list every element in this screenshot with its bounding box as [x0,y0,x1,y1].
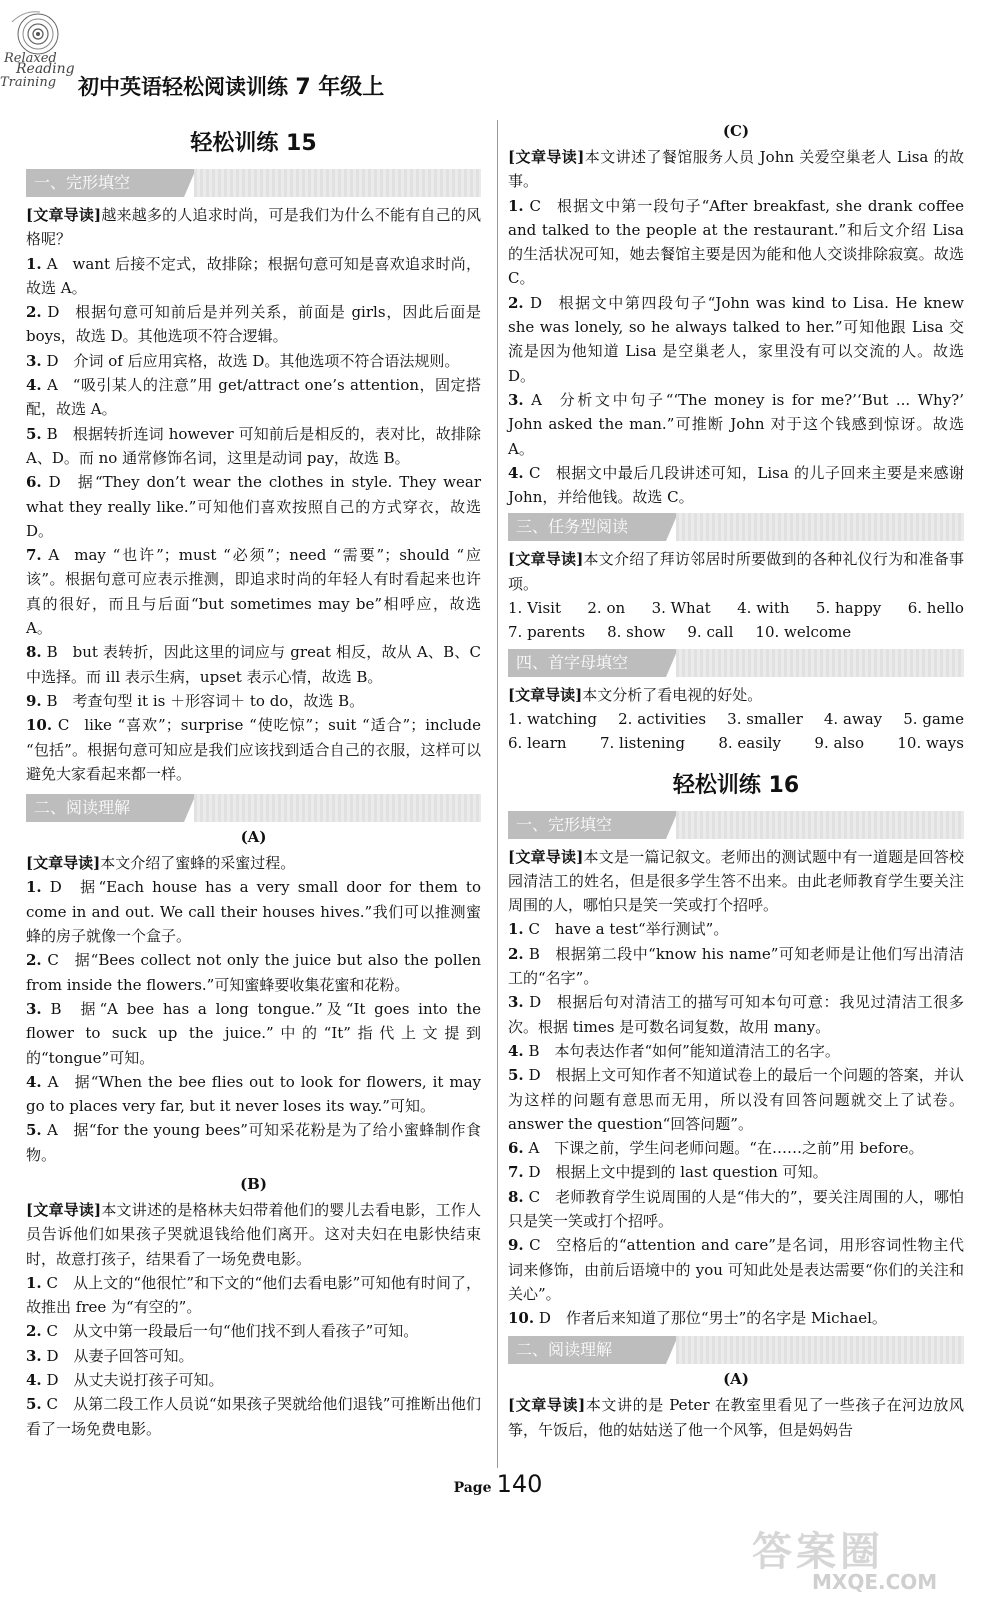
answer-item [26,373,481,422]
item-explanation: 作者后来知道了那位“男士”的名字是 Michael。 [565,1309,887,1328]
intro-text: 本文介绍了拜访邻居时所要做到的各种礼仪行为和准备事项。 [508,550,964,593]
watermark [752,1520,972,1594]
item-answer: B [46,643,58,662]
intro-text: 本文讲述了餐馆服务人员 John 关爱空巢老人 Lisa 的故事。 [508,148,965,191]
intro-tag: [文章导读] [26,1200,102,1219]
intro-tag: [文章导读] [26,854,101,873]
article-intro [26,1198,481,1271]
item-number: 1. [26,254,42,273]
item-explanation: 根据文中最后几段讲述可知，Lisa 的儿子回来主要是来感谢 John，并给他钱。故选 C。 [508,463,964,507]
item-answer: D [530,293,543,312]
right-column [508,118,964,1442]
cloze-answer-list [26,252,481,787]
answer-cell: 3. smaller [727,709,803,728]
section-bar-cloze [26,169,481,197]
item-explanation: 从文中第一段最后一句“他们找不到人看孩子”可知。 [72,1322,419,1341]
item-number: 5. [508,1066,524,1085]
reading-a-answer-list [26,875,481,1167]
book-title [78,70,384,101]
answer-cell: 2. activities [618,709,707,728]
answer-cell: 9. call [687,623,734,642]
page-label: Page [453,1480,492,1496]
item-number: 9. [26,691,42,710]
item-number: 1. [26,1273,42,1292]
section-bar-reading-16 [508,1336,964,1364]
answer-item [508,1136,964,1160]
logo-line-1: Relaxed [4,51,57,66]
item-explanation: 据“Each house has a very small door for them to come in and out. We call their houses hives.”我们可以推测蜜蜂的房子就像一个盒子。 [26,878,481,946]
passage-a-title: (A) [240,828,267,847]
answer-item [508,1185,964,1234]
item-explanation: 空格后的“attention and care”是名词，用形容词性物主代词来修饰，由前后语境中的 you 可知此处是表达需要“你们的关注和关心”。 [508,1236,964,1303]
answer-item [26,1319,481,1343]
task-answer-grid [508,596,964,645]
item-number: 3. [508,993,524,1012]
answer-item [26,875,481,948]
page-number: 140 [496,1470,543,1498]
item-answer: A [528,1139,540,1158]
item-number: 4. [508,1041,524,1060]
item-answer: C [46,1395,59,1414]
section-label: 二、阅读理解 [508,1336,666,1364]
intro-tag: [文章导读] [508,847,584,866]
item-number: 4. [26,376,42,395]
item-number: 2. [26,1322,42,1341]
intro-text: 本文介绍了蜜蜂的采蜜过程。 [100,854,296,873]
answer-item [26,640,481,689]
page-footer [0,1470,996,1498]
answer-cell: 4. with [737,599,790,618]
reading-b-answer-list [26,1271,481,1441]
item-answer: A [46,376,58,395]
passage-c-title: (C) [722,122,750,140]
item-explanation: 据“They don’t wear the clothes in style. They wear what they really like.”可知他们喜欢按照自己的方式穿衣，故选 D。 [26,473,481,540]
item-answer: B [46,691,58,710]
answer-cell: 4. away [823,709,883,728]
item-answer: D [46,351,59,370]
answer-cell: 8. show [607,623,666,642]
answer-row [508,596,964,620]
answer-cell: 1. watching [508,709,598,728]
watermark-sub: MXQE.COM [812,1570,938,1594]
answer-cell: 9. also [814,734,864,753]
section-bar-texture [676,649,964,677]
answer-cell: 10. welcome [755,623,852,642]
item-number: 6. [26,473,42,492]
section-label: 二、阅读理解 [26,794,184,822]
section-label: 三、任务型阅读 [508,513,666,541]
item-number: 2. [508,293,524,312]
answer-item [26,689,481,713]
article-intro [508,547,964,596]
section-bar-reading [26,794,481,822]
answer-cell: 1. Visit [508,599,561,618]
answer-item [26,1070,481,1119]
intro-tag: [文章导读] [26,206,102,224]
answer-item [26,1368,481,1392]
answer-item [508,942,964,991]
answer-item [26,713,481,786]
item-answer: A [46,1121,58,1140]
answer-item [508,990,964,1039]
item-number: 4. [26,1371,42,1390]
section-bar-initial [508,649,964,677]
item-number: 2. [26,951,42,970]
article-intro [508,845,964,918]
item-number: 4. [26,1072,42,1091]
item-explanation: 根据转折连词 however 可知前后是相反的，表对比，故排除 A、D。而 no 通常修饰名词，这里是动词 pay，故选 B。 [26,424,481,467]
item-explanation: 从妻子回答可知。 [73,1346,194,1365]
column-divider [497,120,498,1468]
section-bar-texture [194,794,481,822]
item-number: 7. [508,1163,524,1182]
answer-item [508,1233,964,1306]
item-answer: A [531,390,542,409]
item-explanation: 据“When the bee flies out to look for flowers, it may go to places very far, but it never loses its way.”可知。 [26,1072,481,1116]
training-16-title: 轻松训练 16 [672,772,800,798]
answer-item [26,1271,481,1320]
answer-cell: 5. happy [815,599,882,618]
reading-c-answer-list [508,194,964,510]
intro-text: 本文是一篇记叙文。老师出的测试题中有一道题是回答校园清洁工的姓名，但是很多学生答不出来。由此老师教育学生要关注周围的人，哪怕只是笑一笑或打个招呼。 [508,847,964,915]
item-explanation: 本句表达作者“如何”能知道清洁工的名字。 [554,1041,840,1060]
intro-text: 本文讲的是 Peter 在教室里看见了一些孩子在河边放风筝，午饭后，他的姑姑送了他一个风筝，但是妈妈告 [508,1396,964,1439]
item-answer: C [528,1187,541,1206]
item-answer: A [46,254,58,273]
item-answer: C [47,951,59,970]
item-number: 3. [26,999,42,1018]
answer-item [26,252,481,301]
article-intro [508,1393,964,1442]
item-answer: A [47,1072,59,1091]
section-bar-texture [676,1336,964,1364]
item-answer: B [528,1041,540,1060]
item-answer: C [46,1273,59,1292]
item-explanation: 根据文中第一段句子“After breakfast, she drank coffee and talked to the people at the restaurant.”和后文介绍 Lisa 的生活状况可知，她去餐馆主要是因为能和他人交谈排除寂寞。故选 C。 [508,196,964,288]
section-bar-texture [676,811,964,839]
answer-item [26,997,481,1070]
series-logo [0,4,76,92]
item-number: 1. [508,920,524,939]
item-explanation: 据“for the young bees”可知采花粉是为了给小蜜蜂制作食物。 [26,1121,481,1164]
training-15-title: 轻松训练 15 [190,131,317,156]
item-answer: D [47,303,60,322]
item-explanation: 根据句意可知前后是并列关系，前面是 girls，因此后面是 boys，故选 D。其他选项不符合逻辑。 [26,303,481,346]
section-label: 一、完形填空 [508,811,666,839]
item-number: 9. [508,1236,524,1255]
item-answer: C [57,716,70,735]
item-explanation: 下课之前，学生问老师问题。“在……之前”用 before。 [554,1139,924,1158]
answer-cell: 10. ways [897,734,964,753]
item-number: 3. [508,390,524,409]
item-explanation: 从第二段工作人员说“如果孩子哭就给他们退钱”可推断出他们看了一场免费电影。 [26,1395,481,1438]
item-answer: D [528,1066,541,1085]
item-number: 1. [508,196,524,215]
left-column [26,118,481,1441]
item-explanation: 根据上文中提到的 last question 可知。 [555,1163,828,1182]
section-bar-task [508,513,964,541]
item-number: 2. [508,944,524,963]
page-header [0,0,996,108]
answer-item [508,1160,964,1184]
item-answer: A [48,546,60,565]
item-number: 3. [26,351,42,370]
answer-cell: 3. What [651,599,711,618]
section-bar-texture [676,513,964,541]
item-explanation: 考查句型 it is ＋形容词＋ to do，故选 B。 [72,691,365,710]
item-explanation: like “喜欢”；surprise “使吃惊”；suit “适合”；include “包括”。根据句意可知应是我们应该找到适合自己的衣服，这样可以避免大家看起来都一样。 [26,716,482,783]
answer-cell: 8. easily [718,734,782,753]
answer-item [508,1306,964,1330]
answer-item [26,470,481,543]
item-answer: D [46,1371,59,1390]
item-explanation: want 后接不定式，故排除；根据句意可知是喜欢追求时尚，故选 A。 [26,254,481,297]
item-answer: C [46,1322,58,1341]
answer-item [26,1118,481,1167]
item-explanation: 据“Bees collect not only the juice but also the pollen from inside the flowers.”可知蜜蜂要收集花蜜和花粉。 [26,951,481,994]
answer-cell: 7. listening [599,734,685,753]
item-explanation: 从丈夫说打孩子可知。 [73,1371,224,1390]
passage-a-title-16: (A) [723,1370,749,1389]
answer-item [508,1063,964,1136]
item-answer: B [46,424,58,443]
item-number: 10. [508,1309,535,1328]
cloze-16-answer-list [508,917,964,1330]
answer-row [508,731,964,755]
item-number: 6. [508,1139,524,1158]
item-explanation: 根据文中第四段句子“John was kind to Lisa. He knew she was lonely, so he always talked to her.”可知他跟 Lisa 交流是因为他知道 Lisa 是空巢老人，家里没有可以交流的人。故选 D。 [508,293,964,385]
answer-cell: 2. on [587,599,626,618]
article-intro [26,203,481,252]
initial-answer-grid [508,707,964,756]
watermark-main: 答案圈 [752,1529,884,1575]
intro-tag: [文章导读] [508,148,585,166]
answer-item [508,917,964,941]
answer-cell: 5. game [903,709,964,728]
answer-item [508,461,964,510]
answer-cell: 6. hello [907,599,964,618]
item-explanation: 据“A bee has a long tongue.”及“It goes into the flower to suck up the juice.”中的“It”指代上文提到的“tongue”可知。 [26,999,481,1067]
section-bar-cloze-16 [508,811,964,839]
intro-tag: [文章导读] [508,1396,586,1415]
item-explanation: 根据上文可知作者不知道试卷上的最后一个问题的答案，并认为这样的问题有意思而无用，所以没有回答问题就交上了试卷。answer the question“回答问题”。 [508,1066,964,1133]
item-answer: D [46,1346,59,1365]
item-number: 10. [26,716,53,735]
answer-row [508,620,964,644]
answer-item [26,300,481,349]
item-explanation: 根据第二段中“know his name”可知老师是让他们写出清洁工的“名字”。 [508,944,964,988]
item-answer: D [538,1309,551,1328]
section-bar-texture [194,169,481,197]
intro-text: 本文分析了看电视的好处。 [582,685,763,704]
item-number: 1. [26,878,42,897]
item-answer: D [49,878,62,897]
item-number: 7. [26,546,42,565]
item-number: 8. [26,643,42,662]
item-explanation: have a test“举行测试”。 [554,920,729,939]
answer-cell: 7. parents [508,623,586,642]
item-explanation: may “也许”；must “必须”；need “需要”；should “应该”。根据句意可应表示推测，即追求时尚的年轻人有时看起来也许真的很好，而且与后面“but sometimes may be”相呼应，故选 A。 [26,546,481,638]
answer-item [26,948,481,997]
section-label: 一、完形填空 [26,169,184,197]
item-answer: D [48,473,61,492]
intro-tag: [文章导读] [508,685,583,704]
logo-line-2: Reading [16,61,75,77]
answer-item [508,194,964,291]
section-label: 四、首字母填空 [508,649,666,677]
intro-text: 本文讲述的是格林夫妇带着他们的婴儿去看电影，工作人员告诉他们如果孩子哭就退钱给他们离开。这对夫妇在电影快结束时，故意打孩子，结果看了一场免费电影。 [26,1200,481,1268]
answer-item [26,1344,481,1368]
article-intro [26,851,481,875]
item-explanation: “吸引某人的注意”用 get/attract one’s attention，固定搭配，故选 A。 [26,376,481,419]
item-answer: C [528,920,540,939]
answer-item [26,349,481,373]
item-explanation: 根据后句对清洁工的描写可知本句可意：我见过清洁工很多次。根据 times 是可数名词复数，故用 many。 [508,993,964,1036]
item-number: 4. [508,463,524,482]
item-explanation: but 表转折，因此这里的词应与 great 相反，故从 A、B、C 中选择。而 ill 表示生病，upset 表示心情，故选 B。 [26,643,481,686]
book-title-text: 初中英语轻松阅读训练 [78,75,288,99]
answer-item [508,291,964,388]
item-answer: B [528,944,540,963]
item-number: 8. [508,1187,524,1206]
item-explanation: 老师教育学生说周围的人是“伟大的”，要关注周围的人，哪怕只是笑一笑或打个招呼。 [508,1187,964,1230]
intro-tag: [文章导读] [508,550,584,569]
item-number: 2. [26,303,42,322]
intro-text: 越来越多的人追求时尚，可是我们为什么不能有自己的风格呢？ [26,206,481,249]
logo-line-3: Training [0,75,57,90]
answer-row [508,707,964,731]
item-answer: C [528,463,541,482]
item-answer: D [528,1163,541,1182]
item-number: 5. [26,1121,42,1140]
answer-item [26,1392,481,1441]
answer-item [26,422,481,471]
answer-cell: 6. learn [508,734,567,753]
answer-item [26,543,481,640]
answer-item [508,1039,964,1063]
item-number: 5. [26,1395,42,1414]
item-explanation: 介词 of 后应用宾格，故选 D。其他选项不符合语法规则。 [73,351,460,370]
item-number: 5. [26,424,42,443]
article-intro [508,145,964,194]
item-number: 3. [26,1346,42,1365]
item-answer: C [529,1236,541,1255]
passage-b-title: (B) [240,1174,267,1193]
item-answer: C [529,196,541,215]
grade-label: 7 年级上 [295,75,385,100]
item-answer: D [529,993,542,1012]
item-explanation: 分析文中句子“‘The money is for me?’‘But ... Why?’ John asked the man.”可推断 John 对于这个钱感到惊讶。故选 A。 [508,390,964,458]
answer-item [508,388,964,461]
article-intro [508,683,964,707]
item-explanation: 从上文的“他很忙”和下文的“他们去看电影”可知他有时间了，故推出 free 为“有空的”。 [26,1273,481,1317]
item-answer: B [50,999,62,1018]
